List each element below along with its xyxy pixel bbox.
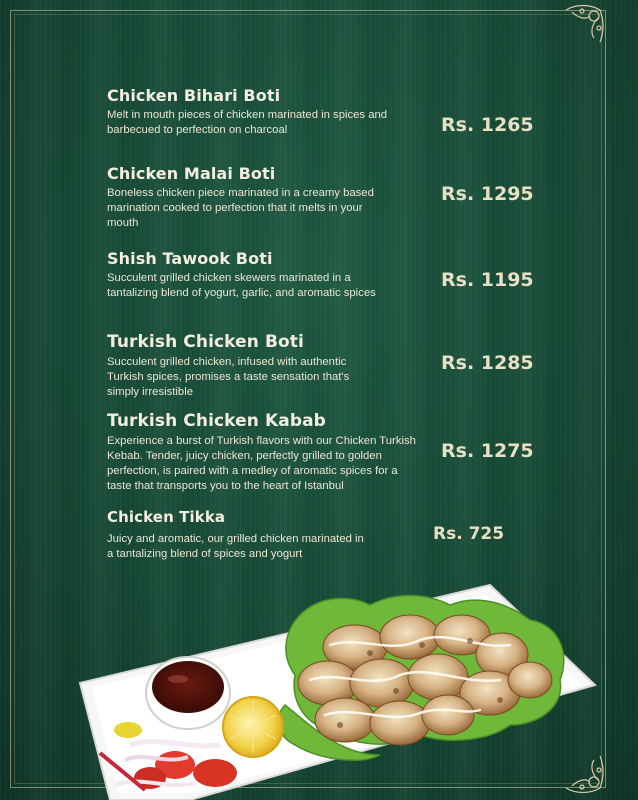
item-description: Experience a burst of Turkish flavors with our Chicken Turkish Kebab. Tender, juicy chicken, perfectly grilled to golden perfection, is paired with a medley of aromatic spices for a taste that transports you to the heart of Istanbul xyxy=(107,435,416,492)
item-price: Rs. 1195 xyxy=(441,269,534,291)
item-description: Melt in mouth pieces of chicken marinated in spices and barbecued to perfection on charcoal xyxy=(107,109,388,136)
item-price: Rs. 725 xyxy=(433,524,505,544)
item-price: Rs. 1295 xyxy=(441,183,534,205)
item-price: Rs. 1275 xyxy=(441,440,534,462)
menu-item xyxy=(107,86,412,138)
corner-ornament-top-icon xyxy=(560,2,608,50)
menu-item xyxy=(107,249,377,301)
item-name: Turkish Chicken Kabab xyxy=(107,411,326,431)
menu-item xyxy=(107,164,397,231)
item-description: Boneless chicken piece marinated in a creamy based marination cooked to perfection that it melts in your mouth xyxy=(107,187,374,229)
item-price: Rs. 1265 xyxy=(441,114,534,136)
item-description: Succulent grilled chicken, infused with authentic Turkish spices, promises a taste sensation that's simply irresistible xyxy=(107,356,350,398)
item-name: Chicken Malai Boti xyxy=(107,164,276,183)
item-name: Shish Tawook Boti xyxy=(107,249,273,268)
menu-item xyxy=(107,411,417,494)
item-name: Turkish Chicken Boti xyxy=(107,332,304,352)
item-name: Chicken Bihari Boti xyxy=(107,86,281,105)
item-description: Succulent grilled chicken skewers marinated in a tantalizing blend of yogurt, garlic, and aromatic spices xyxy=(107,272,376,299)
menu-item xyxy=(107,508,372,562)
dish-image xyxy=(70,575,610,800)
item-description: Juicy and aromatic, our grilled chicken marinated in a tantalizing blend of spices and yogurt xyxy=(107,533,364,560)
item-name: Chicken Tikka xyxy=(107,508,226,526)
item-price: Rs. 1285 xyxy=(441,352,534,374)
menu-item xyxy=(107,332,362,400)
